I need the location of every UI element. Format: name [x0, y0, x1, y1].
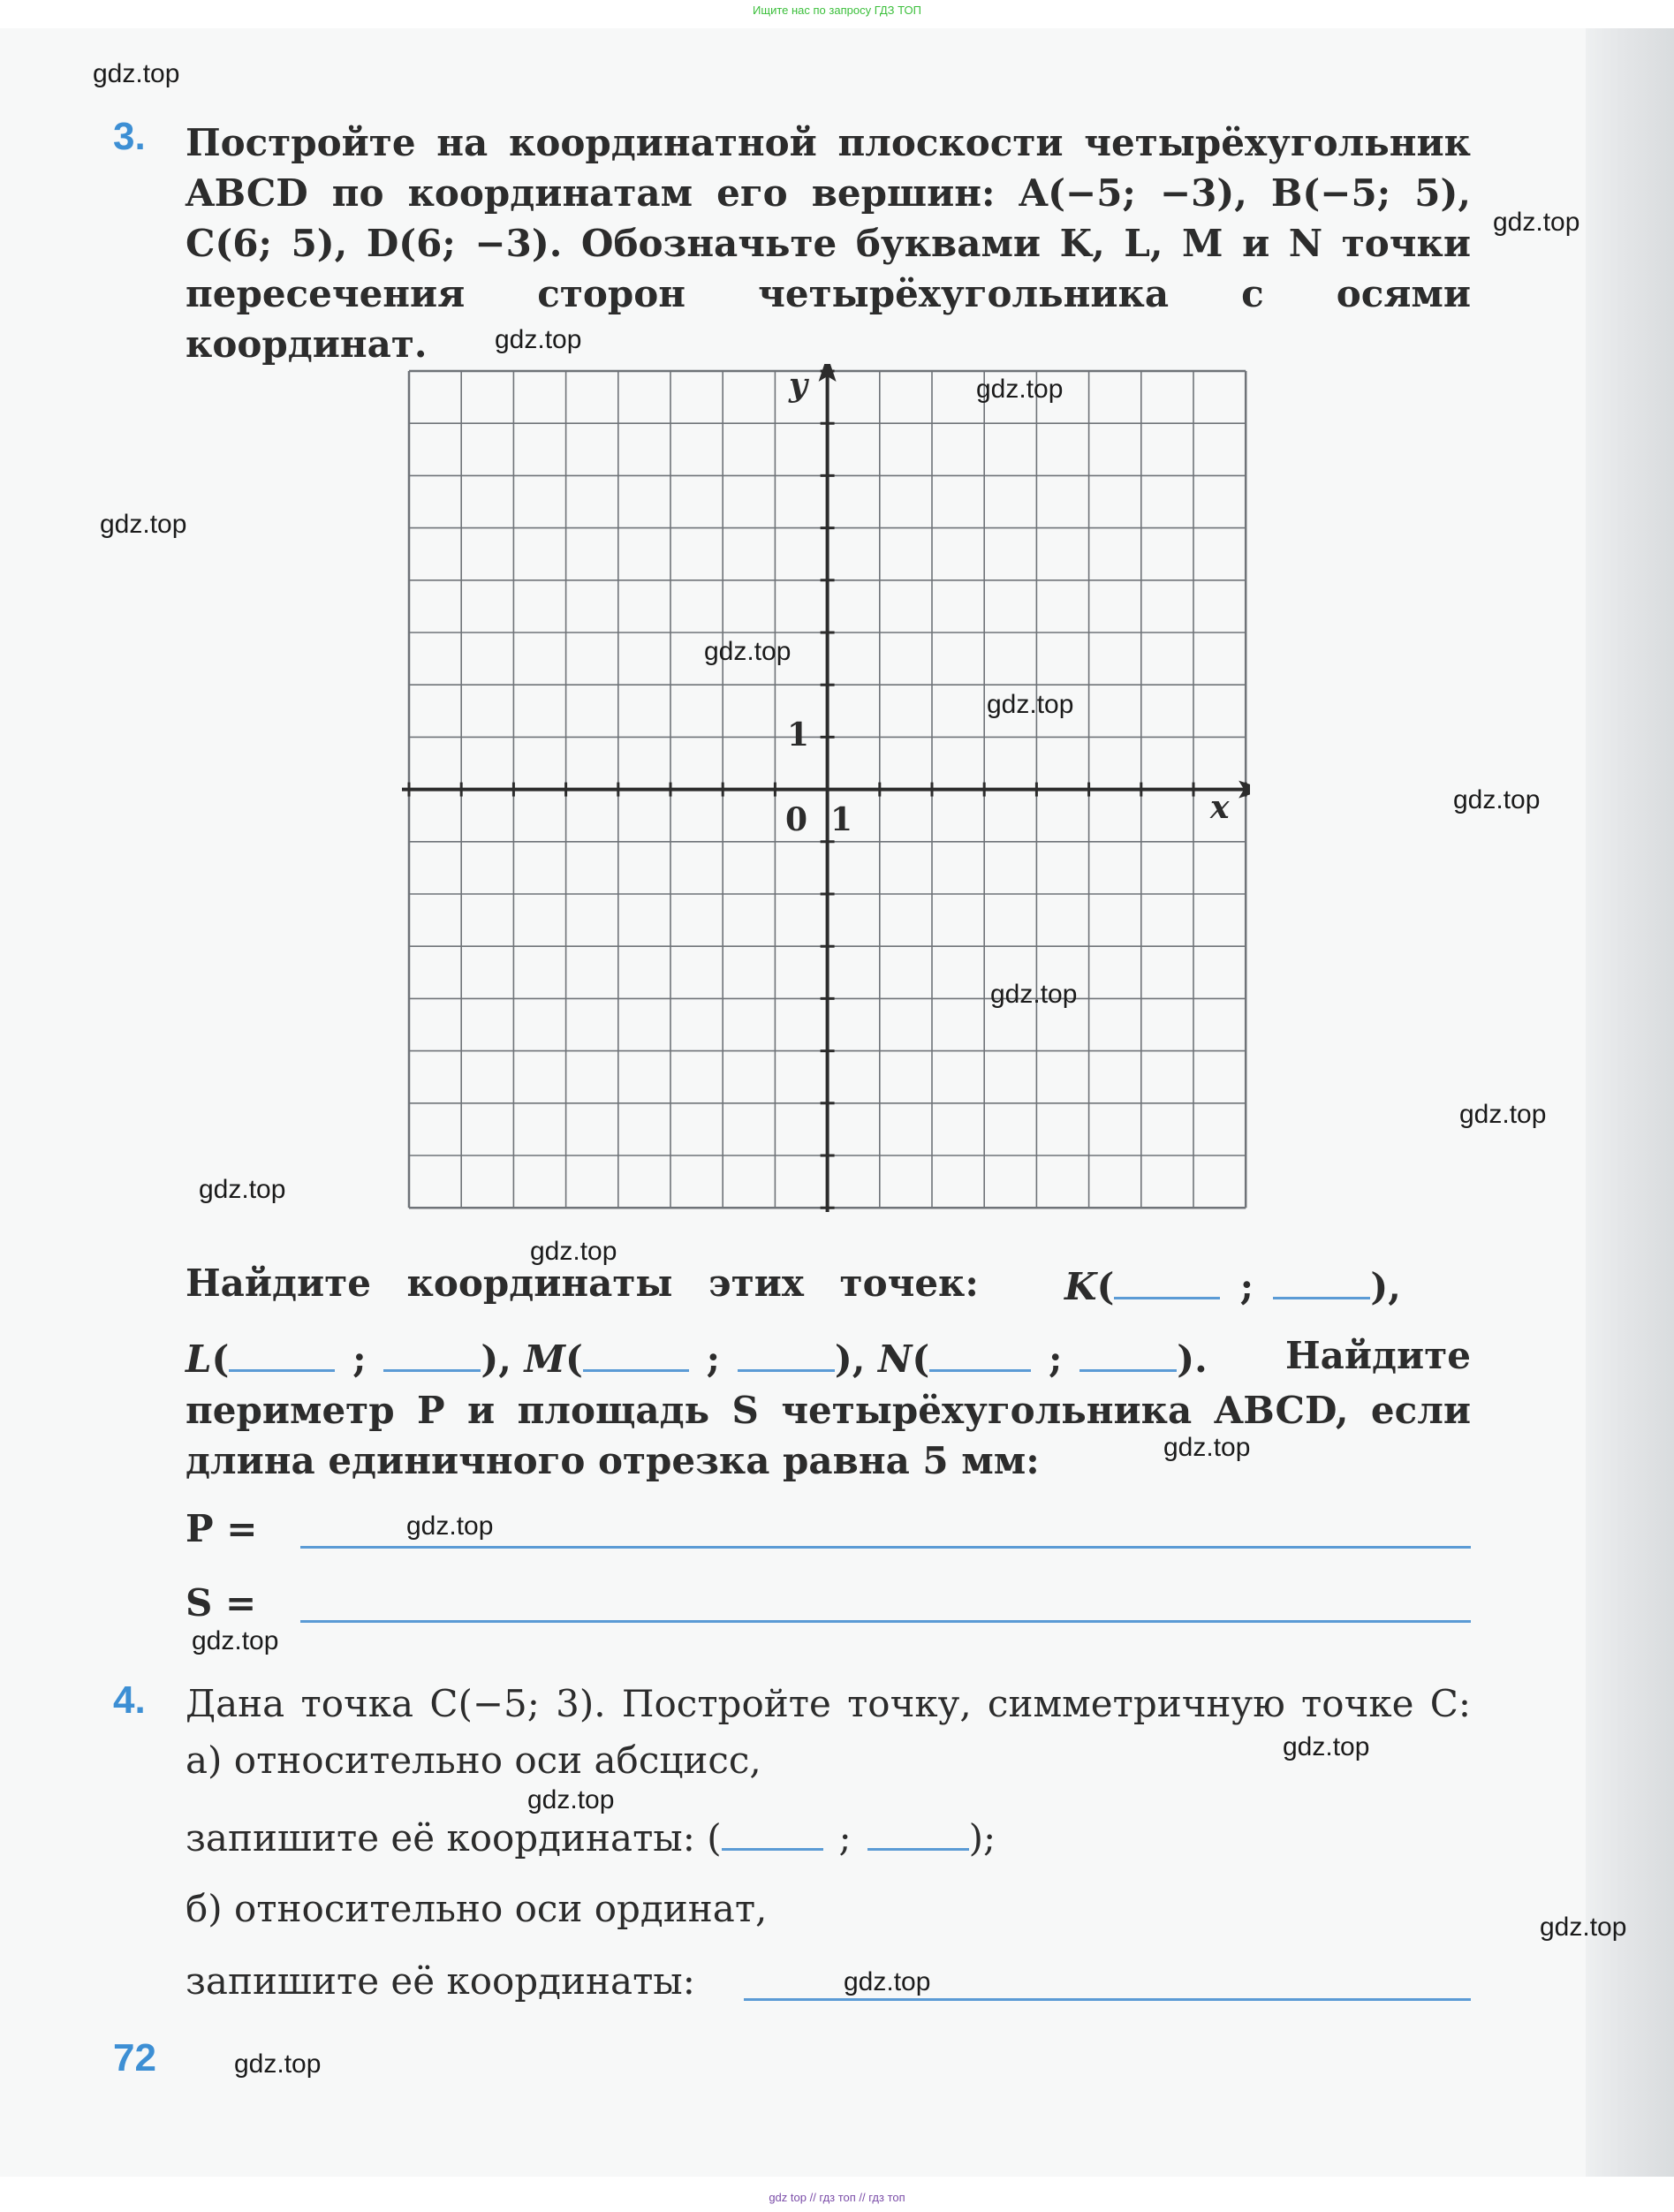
watermark: gdz.top: [192, 1626, 279, 1655]
p-answer-line[interactable]: [300, 1546, 1471, 1549]
origin-label: 0: [785, 801, 808, 838]
b-answer-line[interactable]: [744, 1998, 1471, 2001]
task-4-a-coords: запишите её координаты: ( ; );: [186, 1813, 996, 1860]
watermark: gdz.top: [1459, 1100, 1547, 1129]
point-k-label: K: [1064, 1265, 1097, 1308]
task-4-a: а) относительно оси абсцисс,: [186, 1739, 761, 1782]
a-x-blank[interactable]: [722, 1813, 823, 1851]
n-x-blank[interactable]: [929, 1334, 1031, 1372]
x-axis-label: x: [1210, 789, 1230, 826]
k-x-blank[interactable]: [1114, 1261, 1220, 1299]
watermark: gdz.top: [406, 1511, 494, 1541]
y-axis-label: y: [789, 367, 807, 404]
watermark: gdz.top: [844, 1967, 931, 1996]
s-label: S =: [186, 1581, 257, 1625]
task-4-text: [186, 1678, 1471, 1729]
find-intro: Найдите координаты этих точек:: [186, 1261, 979, 1305]
find-coordinates-line: [186, 1261, 979, 1305]
s-answer-line[interactable]: [300, 1620, 1471, 1623]
task-4-b-coords: запишите её координаты:: [186, 1959, 695, 2003]
watermark: gdz.top: [987, 690, 1074, 719]
watermark: gdz.top: [530, 1237, 617, 1266]
point-n-label: N: [878, 1337, 913, 1381]
task-3-line-4: пересечения сторон четырёхугольника с осями координат.: [186, 272, 1471, 366]
task-4-a-coords-label: запишите её координаты: (: [186, 1816, 722, 1860]
m-x-blank[interactable]: [583, 1334, 689, 1372]
task-3-number: 3.: [113, 115, 146, 158]
task-3-text: [186, 117, 1471, 369]
task-4-b: б) относительно оси ординат,: [186, 1887, 768, 1930]
watermark: gdz.top: [100, 510, 187, 539]
watermark: gdz.top: [527, 1785, 615, 1814]
a-y-blank[interactable]: [867, 1813, 969, 1851]
task-4-number: 4.: [113, 1678, 146, 1722]
perimeter-text: [186, 1385, 1471, 1486]
coordinate-grid[interactable]: [402, 364, 1250, 1212]
watermark: gdz.top: [1540, 1913, 1627, 1942]
m-y-blank[interactable]: [738, 1334, 835, 1372]
watermark: gdz.top: [1493, 208, 1580, 237]
points-lmn-line: L( ; ), M( ; ), N( ; ).: [186, 1334, 1208, 1381]
point-m-label: M: [524, 1337, 566, 1381]
n-y-blank[interactable]: [1079, 1334, 1177, 1372]
task-3-line-3: C(6; 5), D(6; −3). Обозначьте буквами K, L, M и N точки: [186, 222, 1471, 265]
watermark: gdz.top: [976, 375, 1064, 404]
unit-y-label: 1: [787, 716, 810, 754]
unit-x-label: 1: [830, 801, 853, 838]
l-x-blank[interactable]: [229, 1334, 335, 1372]
watermark: gdz.top: [1283, 1732, 1370, 1761]
l-y-blank[interactable]: [383, 1334, 481, 1372]
page-number: 72: [113, 2036, 156, 2079]
task-3-line-2: ABCD по координатам его вершин: A(−5; −3), B(−5; 5),: [186, 171, 1471, 215]
axes: [402, 364, 1250, 1212]
page-edge: [1586, 28, 1674, 2177]
perimeter-line-1: периметр P и площадь S четырёхугольника ABCD, если: [186, 1389, 1471, 1432]
point-k-entry: K( ; ),: [1064, 1261, 1401, 1308]
p-label: P =: [186, 1507, 258, 1550]
watermark: gdz.top: [1163, 1433, 1251, 1462]
top-banner: Ищите нас по запросу ГДЗ ТОП: [753, 4, 921, 17]
perimeter-line-2: длина единичного отрезка равна 5 мм:: [186, 1439, 1040, 1482]
watermark: gdz.top: [704, 637, 792, 666]
bottom-footer: gdz top // гдз топ // гдз топ: [769, 2191, 905, 2204]
task-3-line-1: Постройте на координатной плоскости четырёхугольник: [186, 121, 1471, 164]
find-perimeter-start: Найдите: [1285, 1334, 1471, 1377]
watermark: gdz.top: [234, 2049, 322, 2079]
watermark: gdz.top: [990, 980, 1078, 1009]
watermark: gdz.top: [93, 59, 180, 88]
point-l-label: L: [186, 1337, 212, 1381]
task-4-intro: Дана точка C(−5; 3). Постройте точку, симметричную точке C:: [186, 1682, 1471, 1725]
k-y-blank[interactable]: [1273, 1261, 1370, 1299]
watermark: gdz.top: [495, 325, 582, 354]
watermark: gdz.top: [199, 1175, 286, 1204]
watermark: gdz.top: [1453, 785, 1541, 814]
